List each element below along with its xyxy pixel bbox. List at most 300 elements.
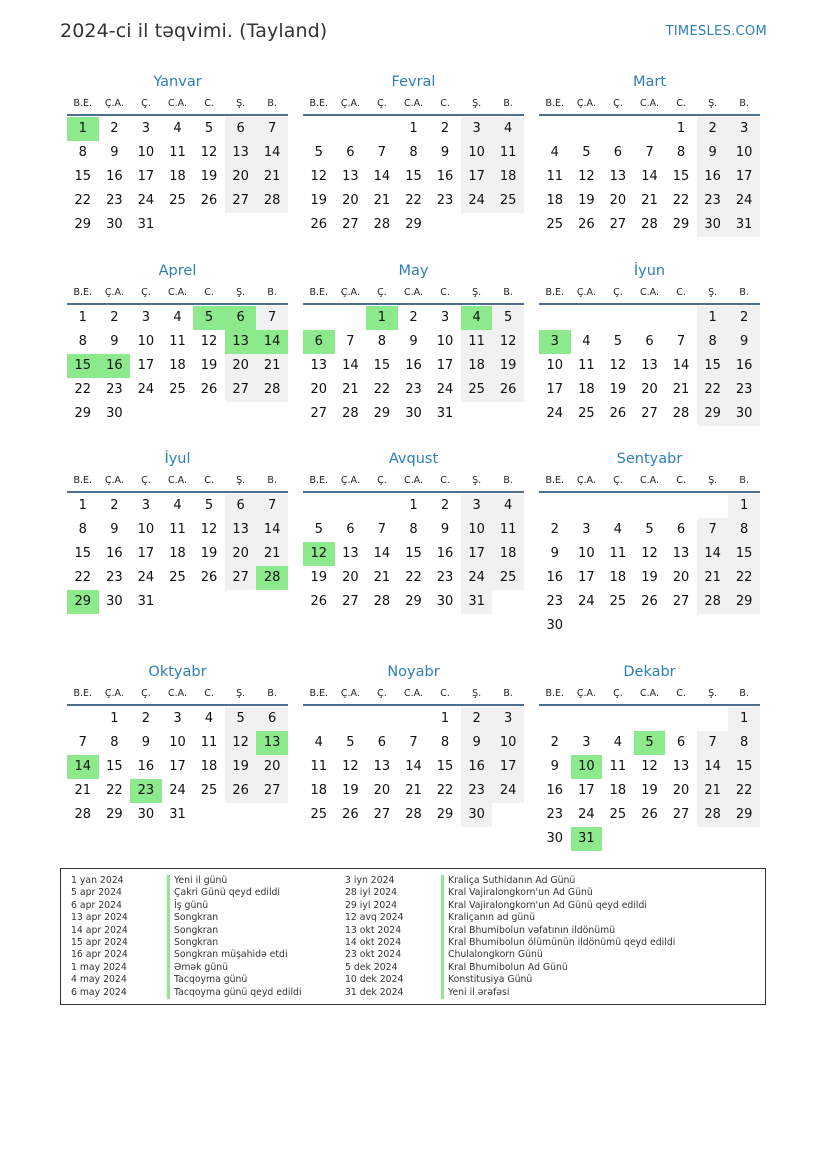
day-cell: 19 [310, 570, 328, 585]
weekday-label: Ç.A. [104, 97, 124, 109]
holiday-name: Kraliçanın ad günü [441, 912, 535, 924]
day-cell: 30 [546, 831, 564, 846]
weekday-label: Ş. [236, 687, 246, 699]
day-cell: 29 [106, 807, 123, 822]
day-cell: 18 [492, 542, 524, 566]
day-grid [539, 707, 760, 851]
day-cell: 3 [492, 707, 524, 731]
day-cell: 9 [440, 522, 450, 537]
day-cell: 22 [405, 193, 422, 208]
weekday-label: B.E. [545, 474, 565, 486]
holiday-row [345, 887, 675, 899]
month-title: Oktyabr [148, 664, 207, 680]
day-cell: 26 [641, 807, 658, 822]
day-cell: 24 [578, 594, 595, 609]
empty-cell [634, 117, 666, 141]
day-cell: 31 [137, 594, 155, 609]
day-cell: 29 [697, 402, 729, 426]
holiday-name: Songkran [167, 925, 218, 937]
day-cell: 10 [546, 358, 564, 373]
day-cell: 6 [676, 522, 686, 537]
day-cell: 17 [137, 546, 155, 561]
day-cell: 24 [137, 193, 155, 208]
day-cell: 16 [728, 354, 760, 378]
holiday-row [71, 937, 302, 949]
day-cell: 4 [492, 117, 524, 141]
weekday-label: Ş. [236, 286, 246, 298]
day-cell: 29 [436, 807, 454, 822]
day-cell: 19 [342, 783, 359, 798]
weekday-label: Ş. [708, 97, 718, 109]
day-cell: 10 [137, 334, 155, 349]
day-cell: 22 [405, 570, 422, 585]
weekday-label: C. [440, 97, 450, 109]
empty-cell [634, 707, 666, 731]
day-cell: 21 [74, 783, 92, 798]
weekday-label: Ş. [708, 474, 718, 486]
day-grid [67, 707, 288, 827]
weekday-label: B.E. [73, 97, 93, 109]
day-cell: 5 [613, 334, 623, 349]
day-cell: 9 [141, 735, 151, 750]
empty-cell [366, 707, 398, 731]
day-cell: 16 [461, 755, 493, 779]
day-cell: 18 [461, 354, 493, 378]
day-cell: 18 [609, 783, 627, 798]
day-cell: 8 [78, 522, 87, 537]
day-cell: 19 [641, 570, 658, 585]
weekday-label: B. [503, 286, 513, 298]
day-cell: 29 [74, 406, 92, 421]
day-cell: 28 [697, 803, 729, 827]
day-cell: 8 [409, 145, 418, 160]
day-cell: 18 [546, 193, 564, 208]
holiday-day: 29 [67, 590, 99, 614]
day-cell: 7 [676, 334, 686, 349]
empty-cell [303, 117, 335, 141]
day-cell: 1 [110, 711, 119, 726]
empty-cell [634, 494, 666, 518]
weekday-label: Ç. [141, 286, 151, 298]
day-cell: 27 [641, 406, 658, 421]
holiday-date: 5 dek 2024 [345, 961, 398, 973]
day-cell: 24 [578, 807, 595, 822]
holiday-name: Kral Vajiralongkorn'un Ad Günü qeyd edildi [441, 900, 647, 912]
empty-cell [571, 306, 603, 330]
holiday-name: Yeni il günü [167, 875, 227, 887]
weekday-label: Ç.A. [104, 286, 124, 298]
weekday-label: Ç.A. [576, 687, 596, 699]
day-cell: 1 [697, 306, 729, 330]
weekday-label: B. [267, 286, 277, 298]
day-cell: 2 [110, 498, 119, 513]
holiday-name: Yeni il ərəfəsi [441, 987, 509, 999]
holiday-row [71, 900, 302, 912]
day-cell: 21 [342, 382, 359, 397]
holiday-name: Kral Vajiralongkorn'un Ad Günü [441, 887, 593, 899]
day-cell: 29 [405, 217, 422, 232]
day-cell: 20 [641, 382, 658, 397]
day-cell: 23 [728, 378, 760, 402]
day-cell: 6 [225, 117, 257, 141]
day-cell: 31 [436, 406, 454, 421]
holiday-row [345, 912, 675, 924]
day-cell: 28 [342, 406, 359, 421]
day-cell: 25 [492, 566, 524, 590]
weekday-label: Ş. [236, 474, 246, 486]
holiday-row [71, 987, 302, 999]
holiday-day: 6 [225, 306, 257, 330]
day-cell: 9 [728, 330, 760, 354]
day-cell: 7 [256, 117, 288, 141]
holiday-row [345, 949, 675, 961]
day-cell: 12 [609, 358, 627, 373]
day-cell: 30 [106, 406, 123, 421]
day-cell: 21 [697, 566, 729, 590]
weekday-label: Ş. [472, 286, 482, 298]
weekday-label: B.E. [73, 474, 93, 486]
day-cell: 18 [169, 358, 186, 373]
day-cell: 7 [346, 334, 355, 349]
day-cell: 24 [492, 779, 524, 803]
weekday-label: B.E. [73, 286, 93, 298]
day-cell: 11 [461, 330, 493, 354]
brand-link[interactable]: TIMESLES.COM [665, 24, 767, 39]
day-cell: 29 [728, 590, 760, 614]
day-cell: 28 [672, 406, 690, 421]
day-cell: 5 [582, 145, 591, 160]
day-cell: 15 [697, 354, 729, 378]
day-cell: 15 [436, 759, 454, 774]
weekday-label: Ç.A. [340, 286, 360, 298]
day-cell: 15 [405, 546, 422, 561]
day-cell: 2 [550, 735, 559, 750]
day-cell: 5 [204, 498, 214, 513]
weekday-label: B. [739, 286, 749, 298]
day-cell: 14 [256, 141, 288, 165]
weekday-label: C. [204, 474, 214, 486]
holiday-row [71, 875, 302, 887]
holiday-list-left [71, 875, 302, 999]
day-cell: 31 [137, 217, 155, 232]
holiday-day: 1 [67, 117, 99, 141]
day-cell: 8 [676, 145, 686, 160]
day-cell: 25 [169, 193, 186, 208]
weekday-label: B. [739, 474, 749, 486]
day-cell: 22 [697, 378, 729, 402]
weekday-label: Ç. [377, 97, 387, 109]
day-cell: 13 [373, 759, 391, 774]
month-7 [67, 449, 288, 614]
day-cell: 20 [225, 165, 257, 189]
day-cell: 5 [492, 306, 524, 330]
empty-cell [665, 306, 697, 330]
weekday-label: Ş. [472, 97, 482, 109]
day-cell: 23 [106, 193, 123, 208]
weekday-label: C. [204, 97, 214, 109]
day-cell: 15 [74, 169, 92, 184]
day-cell: 26 [578, 217, 595, 232]
day-cell: 9 [461, 731, 493, 755]
day-cell: 10 [728, 141, 760, 165]
weekday-label: Ş. [708, 286, 718, 298]
holiday-date: 14 apr 2024 [71, 924, 128, 936]
day-cell: 25 [169, 570, 186, 585]
month-title: Mart [632, 74, 667, 90]
day-cell: 23 [436, 570, 454, 585]
day-cell: 27 [225, 189, 257, 213]
day-cell: 2 [728, 306, 760, 330]
weekday-label: C.A. [403, 97, 423, 109]
day-cell: 15 [373, 358, 391, 373]
day-cell: 22 [728, 779, 760, 803]
day-cell: 4 [204, 711, 214, 726]
day-cell: 5 [346, 735, 355, 750]
weekday-label: Ç. [141, 687, 151, 699]
day-cell: 25 [578, 406, 595, 421]
weekday-label: C.A. [167, 687, 187, 699]
day-cell: 7 [377, 522, 387, 537]
day-cell: 8 [78, 145, 87, 160]
day-cell: 9 [110, 334, 119, 349]
holiday-day: 14 [67, 755, 99, 779]
day-cell: 14 [373, 169, 391, 184]
holiday-day: 31 [571, 827, 603, 851]
day-cell: 3 [173, 711, 182, 726]
day-cell: 7 [256, 494, 288, 518]
day-cell: 21 [256, 542, 288, 566]
day-cell: 18 [492, 165, 524, 189]
day-cell: 29 [672, 217, 690, 232]
holiday-name: İş günü [167, 900, 208, 912]
day-cell: 10 [137, 522, 155, 537]
day-cell: 22 [74, 570, 92, 585]
day-cell: 20 [225, 542, 257, 566]
day-cell: 7 [697, 731, 729, 755]
day-cell: 20 [373, 783, 391, 798]
empty-cell [398, 707, 430, 731]
day-cell: 22 [373, 382, 391, 397]
empty-cell [571, 707, 603, 731]
holiday-day: 23 [130, 779, 162, 803]
day-cell: 27 [225, 378, 257, 402]
empty-cell [697, 494, 729, 518]
weekday-label: Ş. [472, 474, 482, 486]
holiday-name: Songkran [167, 937, 218, 949]
holiday-row [345, 974, 675, 986]
day-cell: 9 [409, 334, 418, 349]
holiday-day: 6 [303, 330, 335, 354]
day-cell: 8 [728, 731, 760, 755]
weekday-label: C.A. [639, 286, 659, 298]
day-cell: 4 [173, 121, 182, 136]
day-cell: 27 [672, 594, 690, 609]
day-cell: 4 [613, 522, 623, 537]
holiday-day: 13 [256, 731, 288, 755]
day-cell: 28 [256, 378, 288, 402]
day-cell: 4 [173, 310, 182, 325]
day-cell: 25 [546, 217, 564, 232]
weekday-label: C.A. [639, 97, 659, 109]
day-cell: 13 [342, 546, 359, 561]
day-cell: 7 [78, 735, 87, 750]
day-cell: 16 [697, 165, 729, 189]
holiday-date: 5 apr 2024 [71, 887, 122, 899]
holiday-date: 1 may 2024 [71, 961, 127, 973]
weekday-label: Ç.A. [576, 286, 596, 298]
holiday-date: 28 iyl 2024 [345, 887, 398, 899]
empty-cell [602, 494, 634, 518]
empty-cell [571, 117, 603, 141]
holiday-date: 12 avq 2024 [345, 912, 404, 924]
day-cell: 24 [137, 570, 155, 585]
day-cell: 3 [461, 494, 493, 518]
day-cell: 16 [137, 759, 155, 774]
weekday-label: Ş. [472, 687, 482, 699]
day-cell: 24 [461, 189, 493, 213]
day-cell: 13 [225, 518, 257, 542]
day-cell: 3 [461, 117, 493, 141]
day-cell: 24 [728, 189, 760, 213]
weekday-label: B. [267, 474, 277, 486]
weekday-label: Ç. [613, 286, 623, 298]
weekday-header [539, 682, 760, 706]
holiday-name: Kral Bhumibolun Ad Günü [441, 962, 568, 974]
day-cell: 1 [440, 711, 450, 726]
day-grid [303, 707, 524, 827]
day-cell: 21 [256, 354, 288, 378]
day-cell: 1 [78, 310, 87, 325]
day-cell: 16 [436, 169, 454, 184]
holiday-name: Kral Bhumibolun ölümünün ildönümü qeyd edildi [441, 937, 675, 949]
day-grid [67, 494, 288, 614]
day-cell: 29 [405, 594, 422, 609]
day-cell: 26 [200, 382, 218, 397]
weekday-label: B. [267, 97, 277, 109]
month-title: İyul [164, 451, 191, 467]
weekday-label: Ç.A. [104, 687, 124, 699]
weekday-label: B.E. [545, 286, 565, 298]
day-cell: 12 [200, 522, 218, 537]
holiday-day: 12 [303, 542, 335, 566]
day-cell: 11 [200, 735, 218, 750]
empty-cell [67, 707, 99, 731]
day-cell: 20 [609, 193, 627, 208]
holiday-row [71, 962, 302, 974]
day-cell: 21 [373, 570, 391, 585]
day-cell: 26 [200, 193, 218, 208]
day-cell: 18 [200, 759, 218, 774]
weekday-label: Ç.A. [340, 687, 360, 699]
weekday-label: C. [676, 687, 686, 699]
day-cell: 15 [405, 169, 422, 184]
day-cell: 19 [200, 358, 218, 373]
month-11 [303, 662, 524, 827]
holiday-name: Çakri Günü qeyd edildi [167, 887, 280, 899]
day-cell: 17 [546, 382, 564, 397]
day-cell: 19 [225, 755, 257, 779]
holiday-row [345, 925, 675, 937]
day-cell: 16 [106, 546, 123, 561]
day-cell: 24 [169, 783, 186, 798]
weekday-label: C. [440, 687, 450, 699]
weekday-header [539, 281, 760, 305]
day-cell: 26 [310, 594, 328, 609]
day-cell: 3 [141, 498, 151, 513]
weekday-label: Ç.A. [340, 474, 360, 486]
weekday-label: C.A. [403, 286, 423, 298]
weekday-label: B.E. [545, 97, 565, 109]
day-cell: 16 [436, 546, 454, 561]
empty-cell [602, 117, 634, 141]
holiday-list-right [345, 875, 675, 999]
weekday-label: Ç. [141, 474, 151, 486]
day-cell: 25 [169, 382, 186, 397]
day-cell: 27 [342, 594, 359, 609]
empty-cell [335, 494, 367, 518]
day-grid [67, 306, 288, 426]
day-grid [303, 117, 524, 237]
day-cell: 1 [78, 498, 87, 513]
holiday-date: 23 okt 2024 [345, 949, 402, 961]
empty-cell [366, 494, 398, 518]
day-cell: 25 [200, 783, 218, 798]
holiday-date: 29 iyl 2024 [345, 899, 398, 911]
weekday-label: Ç. [377, 474, 387, 486]
day-cell: 20 [225, 354, 257, 378]
day-grid [303, 306, 524, 426]
day-cell: 8 [697, 330, 729, 354]
day-cell: 19 [641, 783, 658, 798]
day-cell: 24 [137, 382, 155, 397]
weekday-header [67, 469, 288, 493]
day-cell: 2 [461, 707, 493, 731]
weekday-header [539, 469, 760, 493]
day-cell: 13 [310, 358, 328, 373]
day-cell: 30 [405, 406, 422, 421]
holiday-list [60, 868, 766, 1005]
day-cell: 6 [256, 707, 288, 731]
month-title: Sentyabr [616, 451, 683, 467]
day-cell: 27 [256, 779, 288, 803]
month-title: İyun [633, 263, 666, 279]
day-cell: 10 [492, 731, 524, 755]
weekday-label: C.A. [167, 286, 187, 298]
day-cell: 17 [461, 542, 493, 566]
weekday-label: C. [676, 286, 686, 298]
day-cell: 19 [578, 193, 595, 208]
day-cell: 4 [613, 735, 623, 750]
month-title: Yanvar [153, 74, 202, 90]
day-cell: 4 [314, 735, 323, 750]
day-cell: 22 [74, 193, 92, 208]
day-cell: 12 [342, 759, 359, 774]
day-cell: 20 [256, 755, 288, 779]
day-cell: 9 [110, 522, 119, 537]
day-cell: 12 [578, 169, 595, 184]
day-cell: 28 [74, 807, 92, 822]
day-cell: 1 [676, 121, 686, 136]
day-cell: 21 [373, 193, 391, 208]
day-cell: 5 [645, 522, 654, 537]
day-grid [539, 306, 760, 426]
day-cell: 26 [310, 217, 328, 232]
day-cell: 27 [342, 217, 359, 232]
holiday-date: 6 apr 2024 [71, 899, 122, 911]
day-cell: 29 [728, 803, 760, 827]
day-cell: 25 [310, 807, 328, 822]
day-cell: 10 [169, 735, 186, 750]
